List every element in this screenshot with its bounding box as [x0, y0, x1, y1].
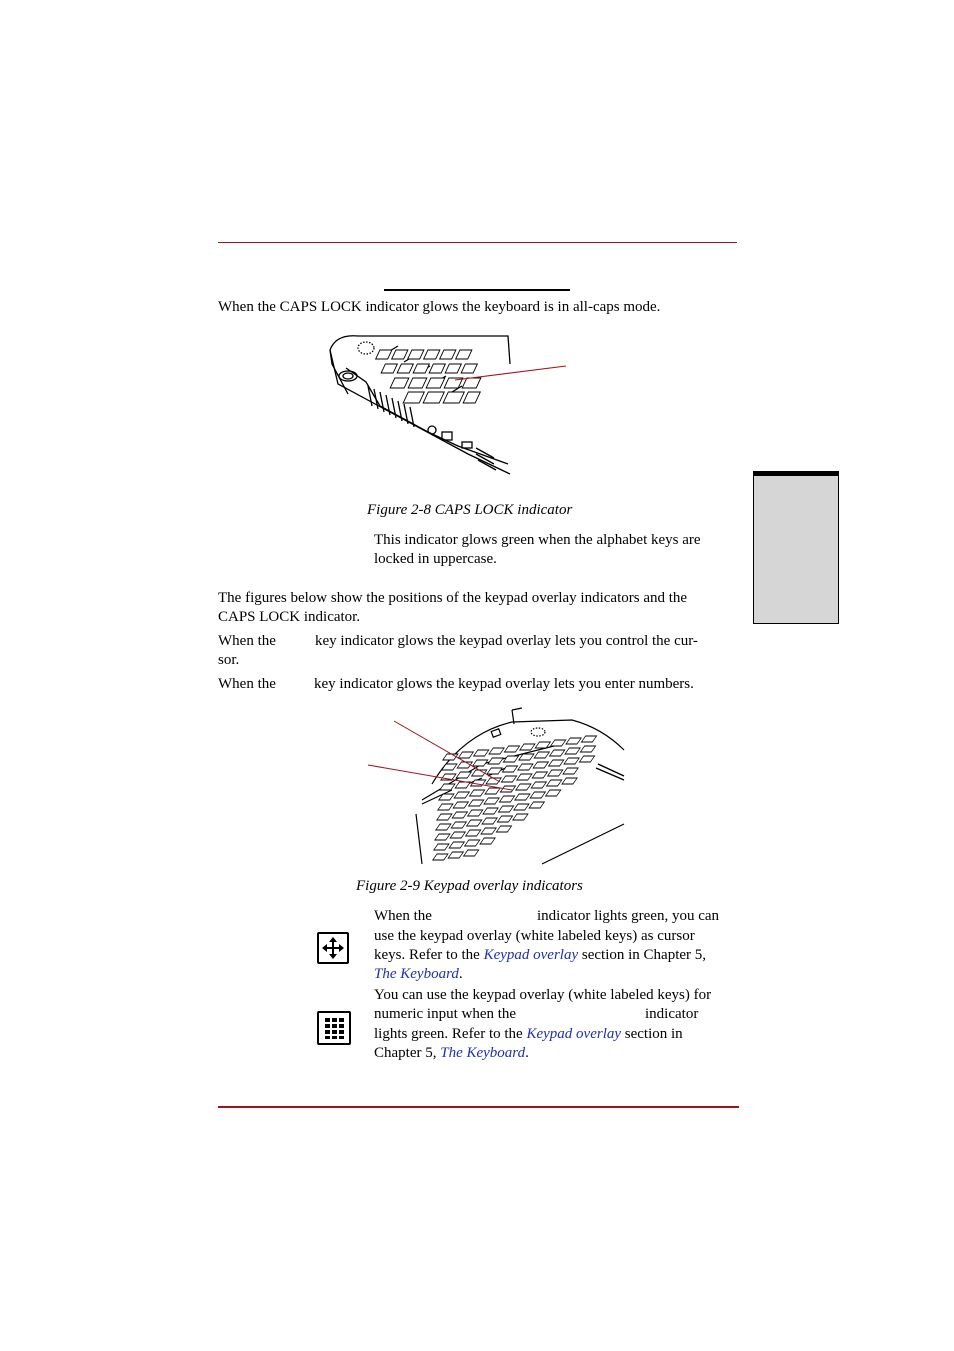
figure-2-8-caption: Figure 2-8 CAPS LOCK indicator: [367, 502, 573, 518]
arrow-row-l3-pre: keys. Refer to the: [374, 947, 480, 963]
figure-keypad-overlay: [362, 704, 630, 868]
the-keyboard-link-2[interactable]: The Keyboard: [440, 1045, 526, 1061]
the-keyboard-link[interactable]: The Keyboard: [374, 966, 459, 982]
numeric-row-l4-pre: Chapter 5,: [374, 1045, 437, 1061]
arrow-row-l1-pre: When the: [374, 908, 432, 924]
arrow-row-l3-post: section in Chapter 5,: [581, 947, 707, 963]
numeric-row-l1: You can use the keypad overlay (white labeled keys) for: [374, 987, 712, 1003]
keypad-overlay-link[interactable]: Keypad overlay: [483, 947, 579, 963]
arrow-row-l1-post: indicator lights green, you can: [537, 908, 720, 924]
header-rule: [218, 242, 737, 243]
figure-2-9-caption: Figure 2-9 Keypad overlay indicators: [356, 878, 583, 894]
arrow-mode-pre: When the: [218, 633, 276, 649]
arrow-mode-post: key indicator glows the keypad overlay lets you control the cur-: [315, 633, 698, 649]
arrow-row-l4: [374, 965, 463, 984]
numeric-row-l2-pre: numeric input when the: [374, 1006, 517, 1022]
arrow-row-l3: [374, 946, 706, 965]
chapter-tab: [753, 471, 839, 624]
keypad-overlay-link-2[interactable]: Keypad overlay: [526, 1026, 622, 1042]
overlay-intro: The figures below show the positions of the keypad overlay indicators and the CAPS LOCK indicator.: [218, 590, 688, 625]
numeric-row-l3-pre: lights green. Refer to the: [374, 1026, 523, 1042]
arrow-row-l2: use the keypad overlay (white labeled keys) as cursor: [374, 928, 695, 944]
speaker-grille: [358, 342, 374, 354]
caps-lock-description: This indicator glows green when the alphabet keys are locked in uppercase.: [374, 532, 701, 567]
numeric-mode-post: key indicator glows the keypad overlay lets you enter numbers.: [314, 676, 694, 692]
numeric-grid-icon: [317, 1011, 351, 1045]
figure-caps-lock: [318, 324, 578, 484]
numeric-row-l4-post: .: [525, 1045, 529, 1061]
arrow-row-l4-post: .: [458, 966, 463, 982]
numeric-row-l3-post: section in: [624, 1026, 683, 1042]
footer-rule: [218, 1106, 739, 1108]
arrow-cross-icon: [317, 932, 349, 964]
numeric-mode-pre: When the: [218, 676, 276, 692]
numeric-row-l2-post: indicator: [645, 1006, 699, 1022]
numeric-row-l3: [374, 1025, 683, 1044]
numeric-row-l4: [374, 1044, 529, 1063]
speaker-grille: [531, 728, 545, 736]
caps-lock-intro: When the CAPS LOCK indicator glows the keyboard is in all-caps mode.: [218, 299, 661, 315]
section-heading-underline: [384, 289, 570, 291]
arrow-mode-cont: sor.: [218, 652, 240, 668]
